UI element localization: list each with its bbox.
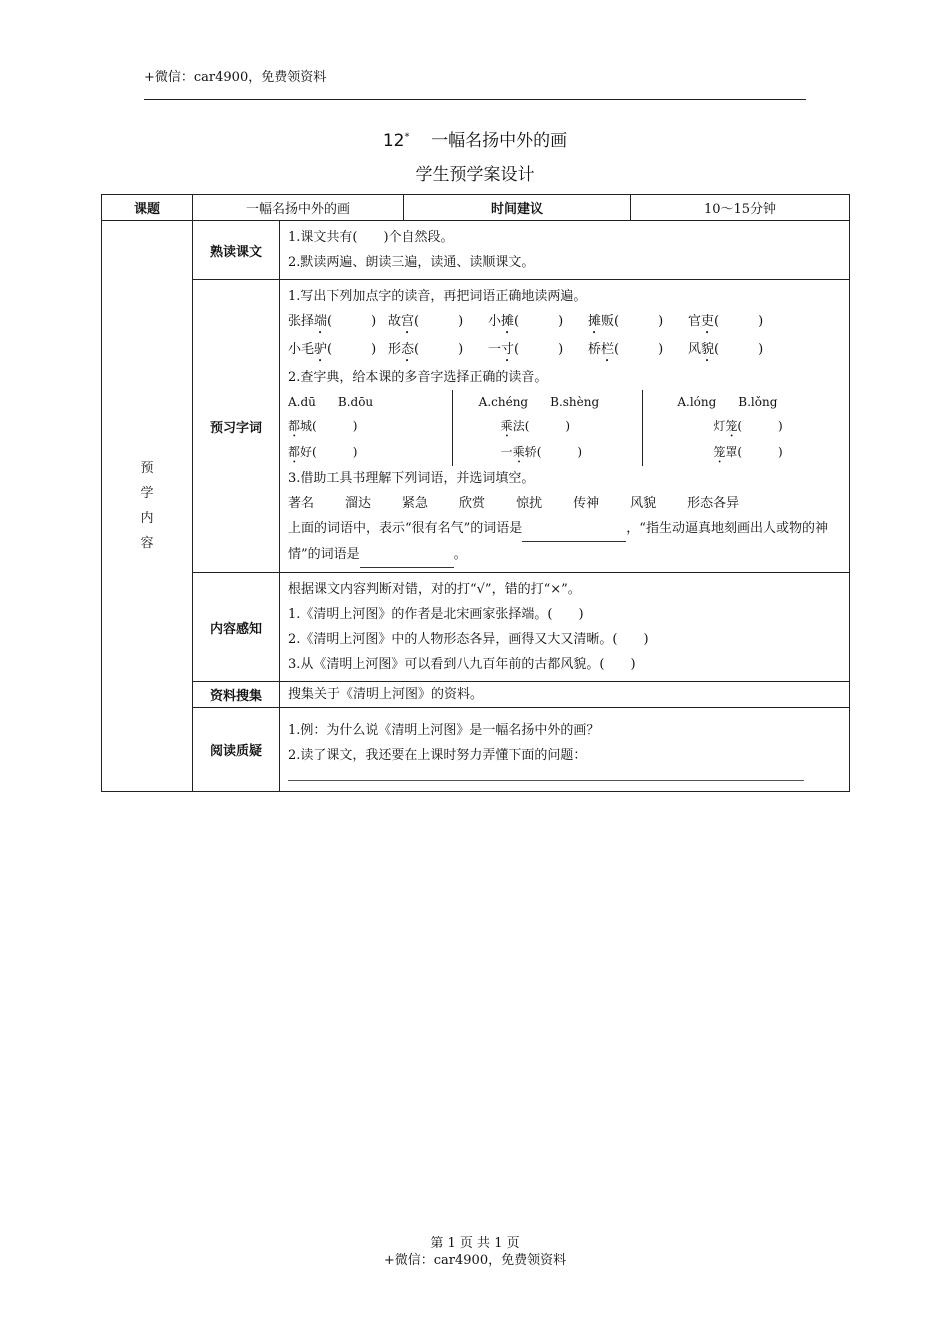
content-content: 根据课文内容判断对错，对的打“√”，错的打“×”。 1.《清明上河图》的作者是北宋画家张择端。( ) 2.《清明上河图》中的人物形态各异，画得又大又清晰。( ) 3.从《清明上河图》可以看到八九百年前的古都风貌。( ): [280, 573, 850, 682]
fill-sentence: 上面的词语中，表示“很有名气”的词语是 ，“指生动逼真地刻画出人或物的神情”的词语是 。: [288, 516, 841, 568]
polyphone-col-1: A.dū B.dōu 都城( ) 都好( ): [288, 395, 374, 459]
fill-blank-2[interactable]: [360, 542, 454, 568]
page-subtitle: 学生预学案设计: [415, 165, 535, 185]
search-label: 资料搜集: [193, 682, 280, 708]
words-q1: 1.写出下列加点字的读音，再把词语正确地读两遍。: [288, 289, 587, 304]
words-content: [280, 280, 850, 573]
page-title: [0, 126, 950, 151]
topic-label: 课题: [102, 195, 193, 221]
pinyin-row-2: 小毛驴( ) 形态( ) 一寸( ) 桥栏( ) 风貌( ): [288, 342, 764, 357]
header-rule: [144, 99, 806, 100]
lesson-star: *: [404, 131, 410, 143]
search-content: 搜集关于《清明上河图》的资料。: [280, 682, 850, 708]
time-value: 10～15分钟: [631, 195, 850, 221]
question-label: 阅读质疑: [193, 708, 280, 792]
content-label: 内容感知: [193, 573, 280, 682]
lesson-number: 12: [382, 131, 405, 151]
topic-value: 一幅名扬中外的画: [193, 195, 404, 221]
time-label: 时间建议: [404, 195, 631, 221]
question-content: 1.例：为什么说《清明上河图》是一幅名扬中外的画？ 2.读了课文，我还要在上课时努力弄懂下面的问题：: [280, 708, 850, 792]
page-number: 第 1 页 共 1 页: [430, 1236, 520, 1251]
header-text: +微信：car4900，免费领资料: [144, 70, 327, 85]
polyphone-block: [288, 390, 841, 466]
pinyin-row-1: 张择端( ) 故宫( ) 小摊( ) 摊贩( ) 官吏( ): [288, 314, 764, 329]
side-label: 预 学 内 容: [102, 221, 193, 792]
footer-text: +微信：car4900，免费领资料: [383, 1253, 567, 1268]
plan-table: [101, 194, 850, 792]
vocab-list: 著名 溜达 紧急 欣赏 惊扰 传神 风貌 形态各异: [288, 496, 740, 511]
lesson-title: 一幅名扬中外的画: [431, 131, 568, 151]
answer-line[interactable]: [288, 768, 804, 781]
read-content: 1.课文共有( )个自然段。 2.默读两遍、朗读三遍，读通、读顺课文。: [280, 221, 850, 280]
words-q3: 3.借助工具书理解下列词语，并选词填空。: [288, 471, 535, 486]
words-label: 预习字词: [193, 280, 280, 573]
fill-blank-1[interactable]: [522, 516, 626, 542]
read-label: 熟读课文: [193, 221, 280, 280]
polyphone-col-2: A.chéng B.shèng 乘法( ) 一乘轿( ): [452, 390, 644, 466]
polyphone-col-3: A.lóng B.lǒng 灯笼( ) 笼罩( ): [677, 395, 783, 459]
words-q2: 2.查字典，给本课的多音字选择正确的读音。: [288, 370, 548, 385]
